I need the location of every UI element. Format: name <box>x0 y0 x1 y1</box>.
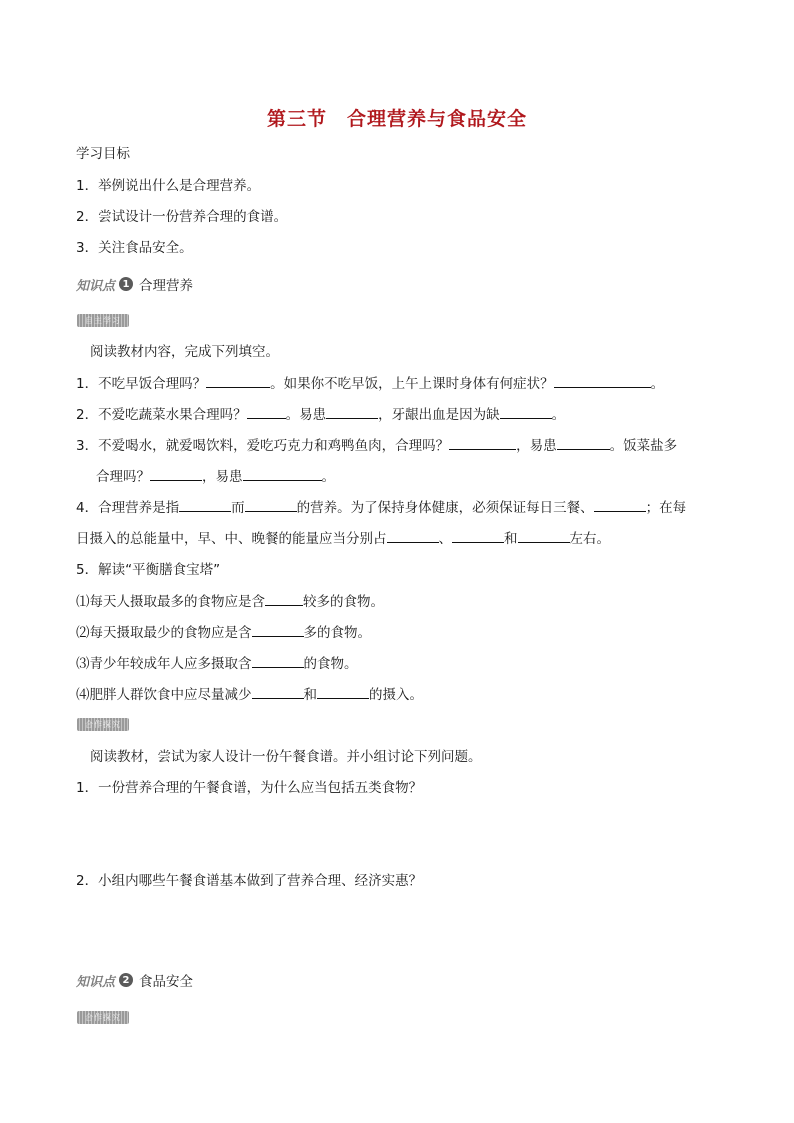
question-5-part <box>76 592 384 611</box>
section-tag-icon <box>77 1011 129 1024</box>
question-text: 。易患 <box>285 407 327 423</box>
knowledge-point-1 <box>76 274 193 294</box>
goal-item: 3．关注食品安全。 <box>76 240 193 256</box>
knowledge-point-label: 知识点 <box>76 278 116 294</box>
question-5-part <box>76 623 371 642</box>
answer-blank[interactable] <box>518 529 570 543</box>
answer-blank[interactable] <box>252 623 304 637</box>
question-text: 3．不爱喝水，就爱喝饮料，爱吃巧克力和鸡鸭鱼肉，合理吗？ <box>76 438 450 454</box>
section-tag-text: 合作探究 <box>85 1013 121 1022</box>
question-text: ⑵每天摄取最少的食物应是含 <box>76 625 252 641</box>
question-5-part <box>76 654 358 673</box>
question-text: ⑶青少年较成年人应多摄取含 <box>76 656 252 672</box>
answer-blank[interactable] <box>252 685 304 699</box>
answer-blank[interactable] <box>150 467 202 481</box>
question-text: ，易患 <box>202 469 243 485</box>
answer-blank[interactable] <box>326 405 378 419</box>
question-4-continued <box>76 529 610 548</box>
question-text: 4．合理营养是指 <box>76 500 180 516</box>
answer-blank[interactable] <box>243 467 322 481</box>
question-text: 的营养。为了保持身体健康，必须保证每日三餐、 <box>296 500 594 516</box>
question-text: 1．不吃早饭合理吗？ <box>76 376 207 392</box>
answer-blank[interactable] <box>554 374 651 388</box>
question-text: 。 <box>321 469 335 485</box>
question-text: ；在每 <box>645 500 687 516</box>
question-text: 的食物。 <box>303 656 358 672</box>
answer-blank[interactable] <box>594 498 646 512</box>
question-3-continued <box>96 467 335 486</box>
question-text: 和 <box>504 531 518 547</box>
question-1 <box>76 374 664 393</box>
question-text: 2．不爱吃蔬菜水果合理吗？ <box>76 407 247 423</box>
goals-heading: 学习目标 <box>76 146 130 162</box>
answer-blank[interactable] <box>557 436 610 450</box>
question-text: ⑴每天人摄取最多的食物应是含 <box>76 594 265 610</box>
section-tag-text: 合作探究 <box>85 720 121 729</box>
question-2 <box>76 405 565 424</box>
question-text: 。 <box>551 407 566 423</box>
question-text: 而 <box>231 500 245 516</box>
question-text: 多的食物。 <box>303 625 371 641</box>
knowledge-point-2 <box>76 970 193 990</box>
answer-blank[interactable] <box>245 498 297 512</box>
instruction-text: 阅读教材内容，完成下列填空。 <box>90 344 279 360</box>
knowledge-point-title: 食品安全 <box>139 974 194 990</box>
knowledge-point-title: 合理营养 <box>139 278 194 294</box>
answer-blank[interactable] <box>452 529 504 543</box>
question-4 <box>76 498 686 517</box>
goal-item: 2．尝试设计一份营养合理的食谱。 <box>76 209 288 225</box>
section-tag-text: 自主学习 <box>85 316 121 325</box>
question-text: 合理吗？ <box>96 469 150 485</box>
answer-blank[interactable] <box>252 654 304 668</box>
answer-blank[interactable] <box>449 436 516 450</box>
question-text: 较多的食物。 <box>303 594 384 610</box>
question-text: 的摄入。 <box>369 687 423 703</box>
section-tag-icon <box>77 718 129 731</box>
question-5-part <box>76 685 423 704</box>
question-text: ⑷肥胖人群饮食中应尽量减少 <box>76 687 252 703</box>
answer-blank[interactable] <box>317 685 369 699</box>
knowledge-point-label: 知识点 <box>76 974 116 990</box>
question-text: 左右。 <box>569 531 610 547</box>
answer-blank[interactable] <box>206 374 270 388</box>
number-badge-icon: 2 <box>119 973 133 987</box>
question-text: 日摄入的总能量中，早、中、晚餐的能量应当分别占 <box>76 531 387 547</box>
instruction-text: 阅读教材，尝试为家人设计一份午餐食谱。并小组讨论下列问题。 <box>90 749 482 765</box>
question-text: ，易患 <box>516 438 557 454</box>
question-text: 。如果你不吃早饭，上午上课时身体有何症状？ <box>270 376 554 392</box>
goal-item: 1．举例说出什么是合理营养。 <box>76 178 261 194</box>
answer-blank[interactable] <box>247 405 286 419</box>
answer-blank[interactable] <box>387 529 439 543</box>
discussion-question: 2．小组内哪些午餐食谱基本做到了营养合理、经济实惠？ <box>76 873 423 889</box>
section-tag-icon <box>77 314 129 327</box>
question-text: 。饭菜盐多 <box>609 438 678 454</box>
question-text: 。 <box>650 376 665 392</box>
answer-blank[interactable] <box>500 405 552 419</box>
page-title: 第三节 合理营养与食品安全 <box>266 108 527 130</box>
number-badge-icon: 1 <box>119 277 133 291</box>
question-text: ，牙龈出血是因为缺 <box>378 407 500 423</box>
question-text: 和 <box>303 687 317 703</box>
question-5-heading: 5．解读“平衡膳食宝塔” <box>76 562 221 578</box>
answer-blank[interactable] <box>179 498 231 512</box>
question-text: 、 <box>438 531 452 547</box>
discussion-question: 1．一份营养合理的午餐食谱，为什么应当包括五类食物？ <box>76 780 423 796</box>
question-3 <box>76 436 677 455</box>
answer-blank[interactable] <box>265 592 303 606</box>
